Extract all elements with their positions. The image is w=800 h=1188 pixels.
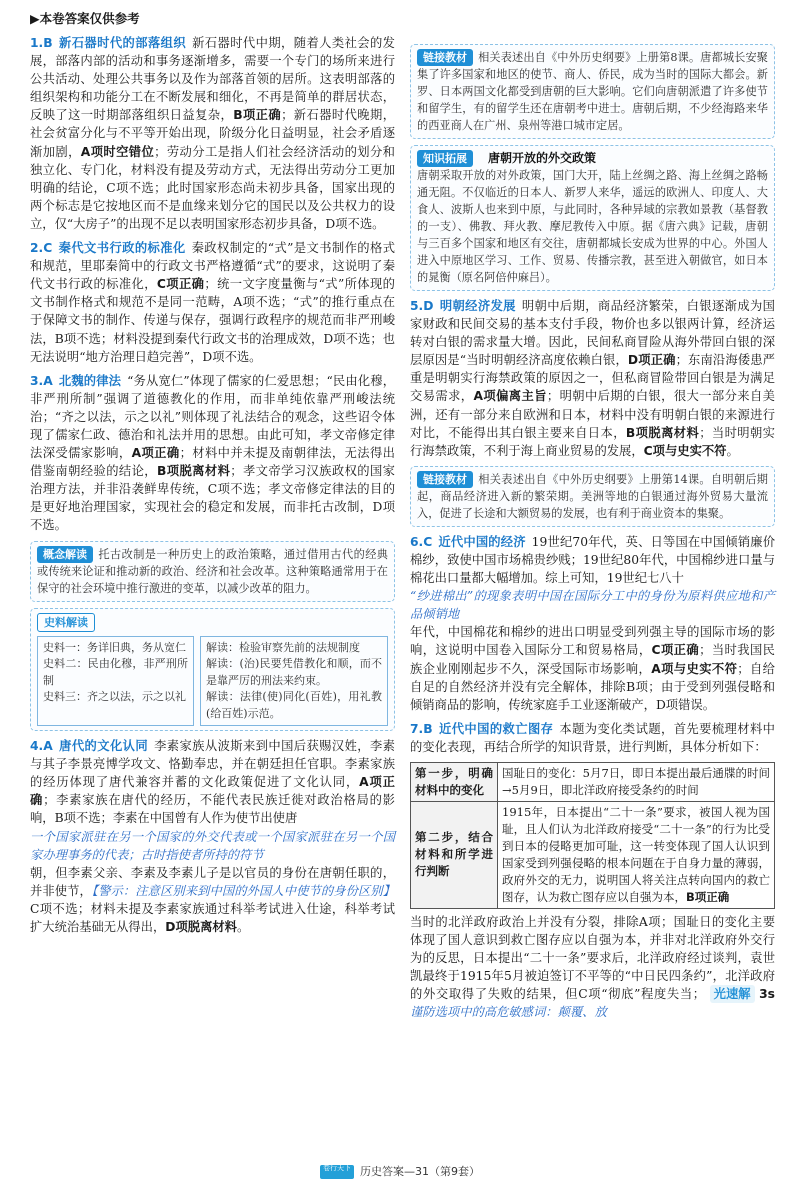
question-1: 1.B 新石器时代的部落组织 新石器时代中期，随着人类社会的发展，部落内部的活动和事务逐渐增多，需要一个专门的场所来进行公共活动、处理公共事务以及作为部落首领的居所。这表明部落的组织架构和功能分工在不断发展和细化，不再是简单的群居状态，反映了这一时期部落组织日益复杂，B项正确；新石器时代晚期，社会贫富分化与不平等开始出现，阶级分化日益明显，社会矛盾逐渐加剧，A项时空错位；劳动分工是指人们社会经济活动的划分和独立化、专门化，材料没有提及劳动方式，无法得出劳动分工更加明确的结论，C项不选；此时国家形态尚未初步具备，国家出现的两个标志是它按地区而不是血缘来划分它的国民以及公共权力的设立，仅“大房子”的出现不足以表明国家形态初步具备，D项不选。 xyxy=(30,36,395,231)
question-7-continued: 当时的北洋政府政治上并没有分裂，排除A项；国耻日的变化主要体现了国人意识到救亡图存应以自强为本，并非对北洋政府外交行为的反思，日本提出“二十一条”要求后，北洋政府经过谈判，袁世凯最终于1915年5月被迫签订不平等的“中日民四条约”，北洋政府的外交取得了失败的结果，但C项“彻底”程度失当； 光速解 3s 谨防选项中的高危敏感词：颠覆、放 xyxy=(410,914,775,1020)
right-column xyxy=(410,40,775,1028)
concept-tag: 概念解读 xyxy=(37,546,93,563)
publisher-logo: 卷行天下 xyxy=(320,1165,354,1179)
interpretation-list: 解读：检验审察先前的法规制度 解读：(治)民要凭借教化和顺，而不是靠严厉的刑法来约束。 解读：法律(使)同化(百姓)，用礼教(给百姓)示范。 xyxy=(200,636,388,727)
quick-solve-badge: 光速解 xyxy=(710,985,755,1003)
q1-number: 1.B xyxy=(30,36,53,50)
question-4: 4.A 唐代的文化认同 李素家族从波斯来到中国后获赐汉姓，李素与其子李景亮博学攻文、恪勤奉忠，并在朝廷担任官职。李素家族的经历体现了唐代兼容并蓄的文化政策促进了文化认同，A项正确；李素家族在唐代的经历，不能代表民族迁徙对政治格局的影响，B项不选；李素在中国曾有人作为使节出使唐 一个国家派驻在另一个国家的外交代表或一个国家派驻在另一个国家办理事务的代表；古时指使者所持的符节 朝，但李素父亲、李素及李素儿子是以官员的身份在唐朝任职的，并非使节，【警示：注意区别来到中国的外国人中使节的身份区别】C项不选；材料未提及李素家族通过科举考试进入仕途，科举考试扩大统治基础无从得出，D项脱离材料。 xyxy=(30,739,395,934)
handwritten-note: 一个国家派驻在另一个国家的外交代表或一个国家派驻在另一个国家办理事务的代表；古时指使者所持的符节 xyxy=(30,829,395,862)
page-footer xyxy=(0,1163,800,1179)
textbook-link-box-1: 链接教材 相关表述出自《中外历史纲要》上册第8课。唐都城长安聚集了许多国家和地区的使节、商人、侨民，成为当时的国际大都会。新罗、日本两国文化都受到唐朝的巨大影响。它们向唐朝派遣了许多使节和留学生，有的留学生还在唐朝考中进士。唐朝后期，不少经海路来华的西亚商人在广州、泉州等港口城市定居。 xyxy=(410,44,775,139)
textbook-link-box-2: 链接教材 相关表述出自《中外历史纲要》上册第14课。自明朝后期起，商品经济进入新的繁荣期。美洲等地的白银通过海外贸易大量流入，促进了长途和大额贸易的发展，也有利于商业资本的集聚。 xyxy=(410,466,775,527)
question-6: 6.C 近代中国的经济 19世纪70年代，英、日等国在中国倾销廉价棉纱，致使中国市场棉贵纱贱；19世纪80年代，中国棉纱进口量与棉花出口量都大幅增加。综上可知，19世纪七八十 “纱进棉出”的现象表明中国在国际分工中的身份为原料供应地和产品倾销地 年代，中国棉花和棉纱的进出口明显受到列强主导的国际市场的影响，这说明中国卷入国际分工和贸易格局，C项正确；当时我国民族企业刚刚起步不久，深受国际市场影响，A项与史实不符；自给自足的自然经济并没有完全解体，排除B项；由于受到列强侵略和倾销商品的影响，传统家庭手工业逐渐破产，D项错误。 xyxy=(410,534,775,712)
q1-topic: 新石器时代的部落组织 xyxy=(58,36,187,50)
knowledge-extension-box: 知识拓展 唐朝开放的外交政策 唐朝采取开放的对外政策，国门大开，陆上丝绸之路、海上丝绸之路畅通无阻。不仅临近的日本人、新罗人来华，遥远的欧洲人、印度人、大食人、波斯人也来到中原，与此同时，各种异域的宗教如景教（基督教的一支）、佛教、拜火教、摩尼教传入中原。据《唐六典》记载，唐朝与三百多个国家和地区有交往，唐朝都城长安成为世界的中心。外国人进入中原地区学习、工作、贸易、传播宗教，甚至进入朝做官，如日本的晁衡（原名阿倍仲麻吕）。 xyxy=(410,145,775,291)
question-7: 7.B 近代中国的救亡图存 本题为变化类试题，首先要梳理材料中的变化表现，再结合所学的知识背景，进行判断，具体分析如下： xyxy=(410,721,775,754)
left-column xyxy=(30,34,395,942)
source-list: 史料一：务详旧典，务从宽仁 史料二：民由化穆，非严刑所制 史料三：齐之以法，示之以礼 xyxy=(37,636,194,727)
source-tag: 史料解读 xyxy=(37,613,95,632)
source-analysis-box xyxy=(30,608,395,732)
question-5: 5.D 明朝经济发展 明朝中后期，商品经济繁荣，白银逐渐成为国家财政和民间交易的基本支付手段，物价也多以银两计算，经济运转对白银的需求量大增。因此，民间私商冒险从海外带回白银的深层原因是“当时明朝经济高度依赖白银，D项正确；东南沿海倭患严重是明朝实行海禁政策的原因之一，但私商冒险带回白银是为满足交易需求，A项偏离主旨；明朝中后期的白银，很大一部分来自美洲，还有一部分来自欧洲和日本，材料中没有明朝白银的来源进行对比，不能得出其白银主要来自日本，B项脱离材料；当时明朝实行海禁政策，不利于海上商业贸易的发展，C项与史实不符。 xyxy=(410,299,775,458)
answer-header: ▶本卷答案仅供参考 xyxy=(30,11,140,26)
analysis-steps-table: 第一步，明确材料中的变化 国耻日的变化：5月7日，即日本提出最后通牒的时间→5月9日，即北洋政府接受条约的时间 第二步，结合材料和所学进行判断 1915年，日本提出“二十一条”要求，被国人视为国耻，且人们认为北洋政府接受“二十一条”的行为比受到日本的侵略更加可耻，这一转变体现了国人认识到国家受到列强侵略的根本问题在于自身力量的薄弱，政府外交的无力，说明国人将关注点转向国内的救亡图存，认为救亡图存应以自强为本，B项正确 xyxy=(410,762,775,909)
question-3: 3.A 北魏的律法 “务从宽仁”体现了儒家的仁爱思想；“民由化穆，非严刑所制”强调了道德教化的作用，而非单纯依靠严刑峻法统治；“齐之以法，示之以礼”则体现了礼法结合的观念，这些诏令体现了儒家仁政、德治和礼法并用的思想。由此可知，孝文帝修定律法深受儒家影响，A项正确；材料中并未提及南朝律法，无法得出借鉴南朝经验的结论，B项脱离材料；孝文帝学习汉族政权的国家治理方法，并非沿袭鲜卑传统，C项不选；孝文帝修定律法的目的是更好地治理国家，实现社会的稳定和发展，而非托古改制，D项不选。 xyxy=(30,373,395,533)
page-number: 历史答案—31（第9套） xyxy=(360,1165,480,1178)
concept-box: 概念解读 托古改制是一种历史上的政治策略，通过借用古代的经典或传统来论证和推动新的政治、经济和社会改革。这种策略通常用于在保守的社会环境中推行激进的变革，以减少改革的阻力。 xyxy=(30,541,395,602)
question-2: 2.C 秦代文书行政的标准化 秦政权制定的“式”是文书制作的格式和规范，里耶秦简中的行政文书严格遵循“式”的要求，这说明了秦代文书行政的标准化，C项正确；统一文字度量衡与“式”所体现的文书制作格式和规范不是同一范畴，A项不选；“式”的推行重点在于保障文书的制作、传递与保存，强调行政程序的规范而非严刑峻法，B项不选；材料没提到秦代行政文书的治理成效，D项不选；也无法说明“地方治理日趋完善”，D项不选。 xyxy=(30,241,395,364)
